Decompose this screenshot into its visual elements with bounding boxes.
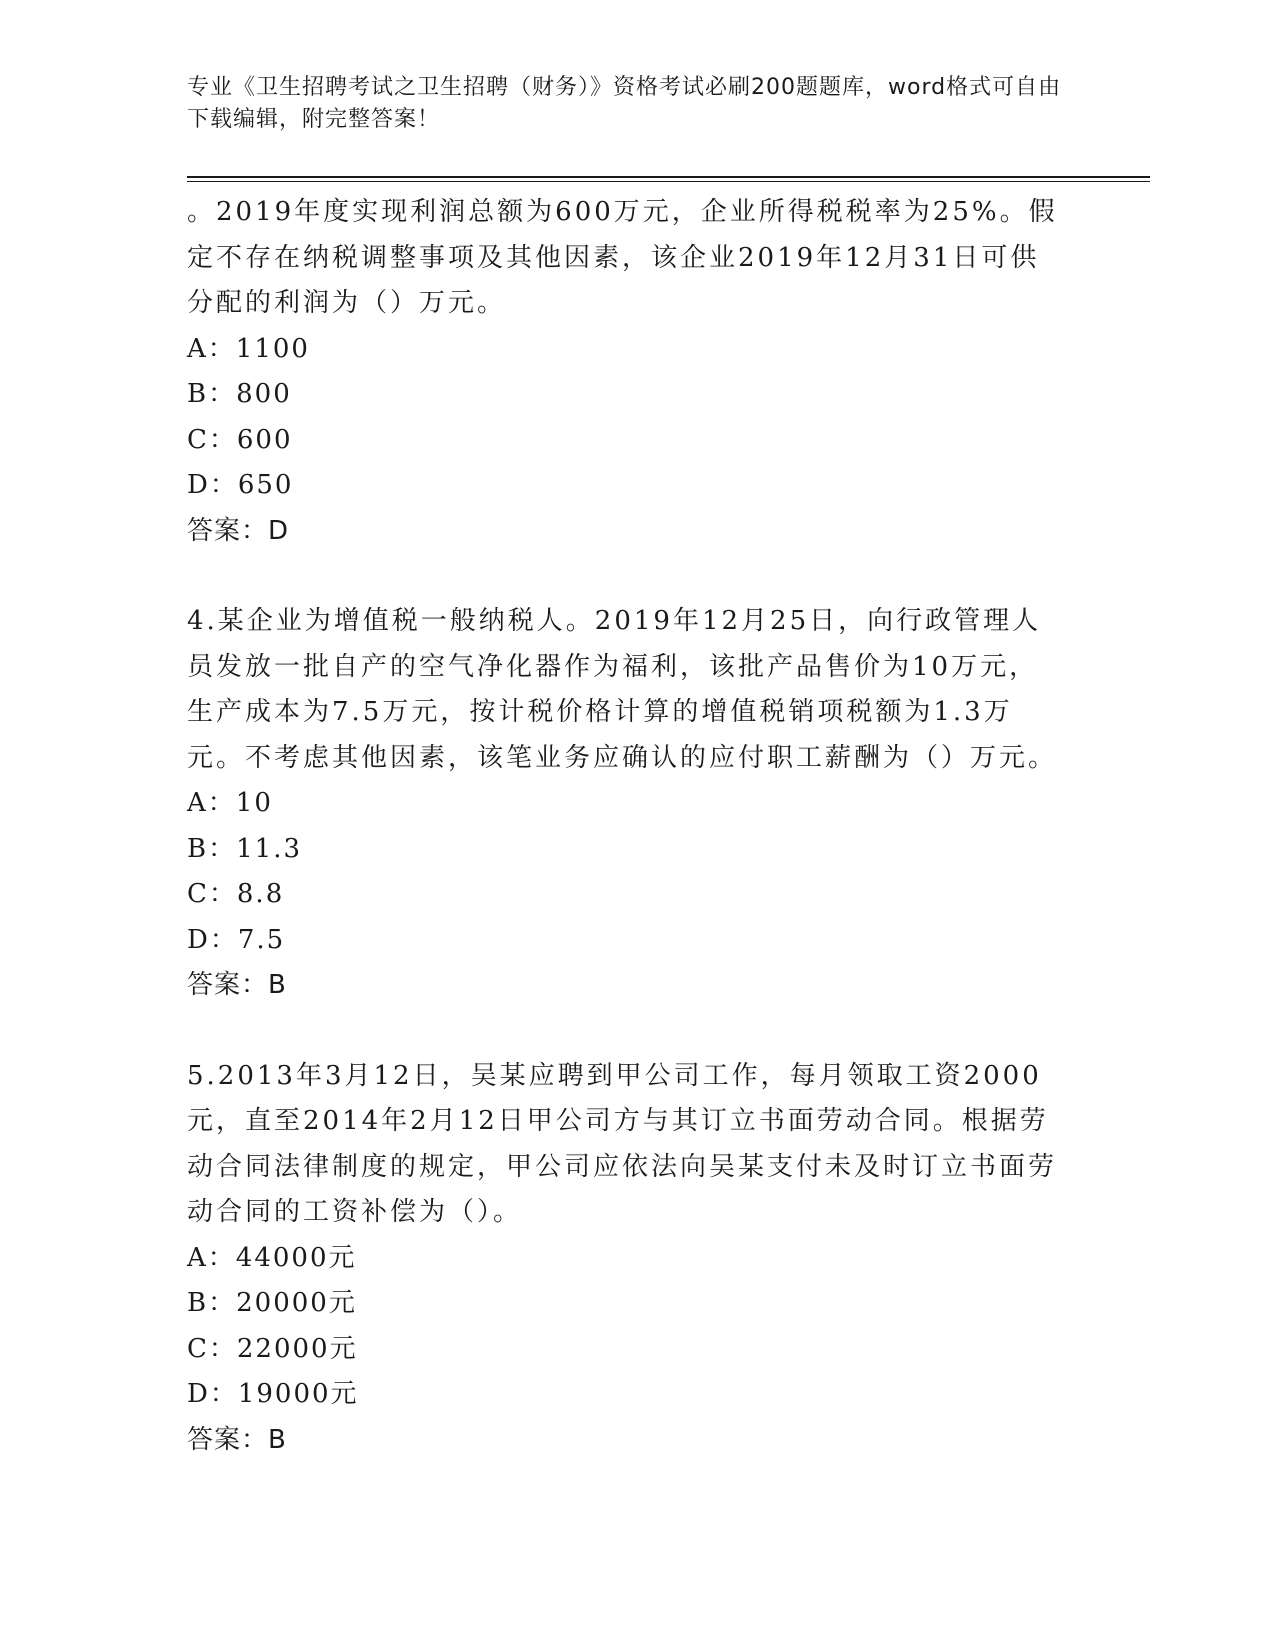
option-d: D：19000元: [187, 1379, 359, 1409]
answer-label: 答案：B: [187, 1424, 287, 1455]
option-c: C：22000元: [187, 1333, 358, 1364]
answer-label: 答案：B: [187, 970, 287, 1000]
question-spacer: [187, 554, 1067, 599]
question-5: [187, 1054, 1067, 1464]
option-d: D：650: [187, 470, 294, 500]
question-3: [187, 190, 1067, 554]
option-a: A：1100: [187, 333, 310, 364]
header-rule-thick: [187, 176, 1150, 178]
document-header: 专业《卫生招聘考试之卫生招聘（财务）》资格考试必刷200题题库，word格式可自由下载编辑，附完整答案！: [187, 75, 1062, 132]
question-spacer: [187, 1009, 1067, 1054]
option-b: B：800: [187, 379, 292, 409]
question-4: [187, 599, 1067, 1009]
question-text: 。2019年度实现利润总额为600万元，企业所得税税率为25%。假定不存在纳税调整事项及其他因素，该企业2019年12月31日可供分配的利润为（）万元。: [187, 197, 1058, 318]
question-list: [187, 190, 1067, 1463]
option-b: B：20000元: [187, 1288, 357, 1318]
question-text: 4.某企业为增值税一般纳税人。2019年12月25日，向行政管理人员发放一批自产的空气净化器作为福利，该批产品售价为10万元，生产成本为7.5万元，按计税价格计算的增值税销项税额为1.3万元。不考虑其他因素，该笔业务应确认的应付职工薪酬为（）万元。: [187, 606, 1058, 773]
question-text: 5.2013年3月12日，吴某应聘到甲公司工作，每月领取工资2000元，直至2014年2月12日甲公司方与其订立书面劳动合同。根据劳动合同法律制度的规定，甲公司应依法向吴某支付未及时订立书面劳动合同的工资补偿为（）。: [187, 1060, 1058, 1227]
option-c: C：8.8: [187, 879, 285, 909]
option-c: C：600: [187, 424, 293, 455]
header-rule-thin: [187, 181, 1150, 182]
answer-label: 答案：D: [187, 515, 290, 546]
option-a: A：10: [187, 788, 273, 818]
option-d: D：7.5: [187, 924, 286, 955]
option-b: B：11.3: [187, 833, 302, 864]
option-a: A：44000元: [187, 1242, 357, 1273]
